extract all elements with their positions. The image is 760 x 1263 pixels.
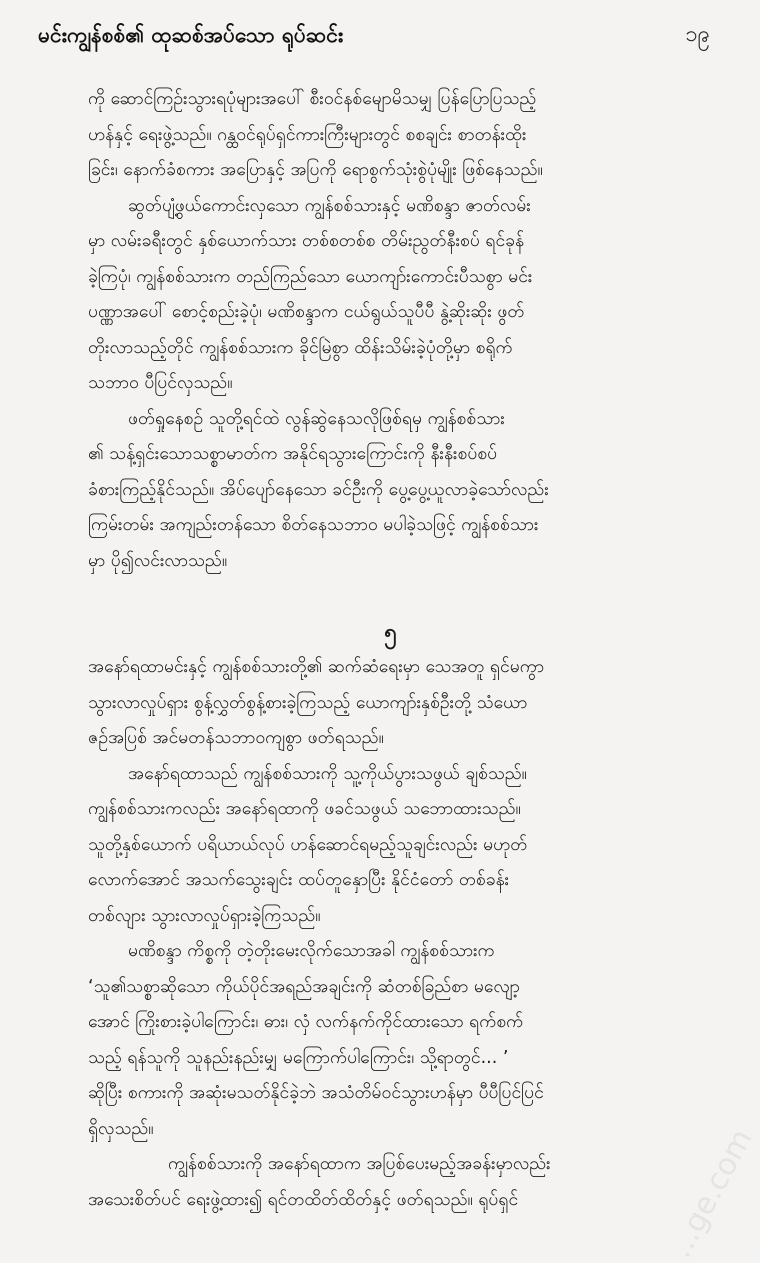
text-line: တစ်လျား သွားလာလှုပ်ရှားခဲ့ကြသည်။ xyxy=(88,905,321,926)
text-line: ပဏ္ဏာအပေါ် စောင့်စည်းခဲ့ပုံ၊ မဏိစန္ဒာက ငယ်ရွယ်သူပီပီ နွဲ့ဆိုးဆိုး ဖွတ် xyxy=(88,302,525,322)
body-text xyxy=(88,82,693,1210)
paragraph xyxy=(88,402,693,580)
text-line: ကြမ်းတမ်း အကျည်းတန်သော စိတ်နေသဘာဝ မပါခဲ့သဖြင့် ကျွန်စစ်သား xyxy=(88,515,539,535)
running-title: မင်းကျွန်စစ်၏ ထုဆစ်အပ်သော ရုပ်ဆင်း xyxy=(38,23,344,47)
text-line: သူတို့နှစ်ယောက် ပရိယာယ်လုပ် ဟန်ဆောင်ရမည့်သူချင်းလည်း မဟုတ် xyxy=(88,834,528,855)
text-line: ဖတ်ရှုနေစဉ် သူတို့ရင်ထဲ လွန်ဆွဲနေသလိုဖြစ်ရမှ ကျွန်စစ်သား xyxy=(128,408,505,429)
paragraph xyxy=(88,650,693,757)
paragraph xyxy=(88,189,693,402)
paragraph xyxy=(88,82,693,189)
paragraph xyxy=(88,934,693,1147)
blank-line xyxy=(88,579,693,615)
text-line: မဏိစန္ဒာ ကိစ္စကို တဲ့တိုးမေးလိုက်သောအခါ ကျွန်စစ်သားက xyxy=(128,941,495,961)
text-line: ဆွတ်ပျံ့ဖွယ်ကောင်းလှသော ကျွန်စစ်သားနှင့် မဏိစန္ဒာ ဇာတ်လမ်း xyxy=(128,195,531,216)
section-number: ၅ xyxy=(384,619,397,645)
text-line: ဆိုပြီး စကားကို အဆုံးမသတ်နိုင်ခဲ့ဘဲ အသံတိမ်ဝင်သွားဟန်မှာ ပီပီပြင်ပြင် xyxy=(88,1083,544,1103)
text-line: သည့် ရန်သူကို သူနည်းနည်းမျှ မကြောက်ပါကြောင်း၊ သို့ရာတွင်... ’ xyxy=(88,1047,509,1068)
text-line: ခံစားကြည့်နိုင်သည်။ အိပ်ပျော်နေသော ခင်ဦးကို ပွေ့ပွေ့ယူလာခဲ့သော်လည်း xyxy=(88,479,549,500)
text-line: ကျွန်စစ်သားကလည်း အနော်ရထာကို ဖခင်သဖွယ် သဘောထားသည်။ xyxy=(88,799,521,819)
text-line: ခြင်း၊ နောက်ခံစကား အပြောနှင့် အပြကို ရောစွက်သုံးစွဲပုံမျိုး ဖြစ်နေသည်။ xyxy=(88,160,543,180)
text-line: တိုးလာသည့်တိုင် ကျွန်စစ်သားက ခိုင်မြဲစွာ ထိန်းသိမ်းခဲ့ပုံတို့မှာ စရိုက် xyxy=(88,337,513,358)
text-line: အောင် ကြိုးစားခဲ့ပါကြောင်း၊ ဓား၊ လှံ လက်နက်ကိုင်ထားသော ရက်စက် xyxy=(88,1012,524,1032)
text-line: အနော်ရထာသည် ကျွန်စစ်သားကို သူ့ကိုယ်ပွားသဖွယ် ချစ်သည်။ xyxy=(128,763,527,784)
text-line: ကို ဆောင်ကြဉ်းသွားရပုံများအပေါ် စီးဝင်နစ်မျောမိသမျှ ပြန်ပြောပြသည့် xyxy=(88,89,537,109)
page-number: ၁၉ xyxy=(685,22,710,47)
text-line: အသေးစိတ်ပင် ရေးဖွဲ့ထား၍ ရင်တထိတ်ထိတ်နှင့် ဖတ်ရသည်။ ရုပ်ရှင် xyxy=(88,1189,519,1210)
text-line: ၏ သန့်ရှင်းသောသစ္စာမာတ်က အနိုင်ရသွားကြောင်းကို နီးနီးစပ်စပ် xyxy=(88,444,498,464)
text-line: အနော်ရထာမင်းနှင့် ကျွန်စစ်သားတို့၏ ဆက်ဆံရေးမှာ သေအတူ ရှင်မကွာ xyxy=(88,657,545,677)
text-line: ဇဉ်အပြစ် အင်မတန်သဘာဝကျစွာ ဖတ်ရသည်။ xyxy=(88,728,384,748)
text-line: မှာ ပို၍လင်းလာသည်။ xyxy=(88,550,228,571)
text-line: မှာ လမ်းခရီးတွင် နှစ်ယောက်သား တစ်စတစ်စ တိမ်းညွတ်နီးစပ် ရင်ခုန် xyxy=(88,231,525,251)
text-line: ရှိလှသည်။ xyxy=(88,1118,154,1139)
text-line: သဘာဝ ပီပြင်လှသည်။ xyxy=(88,373,233,393)
text-line: ‘သူ၏သစ္စာဆိုသော ကိုယ်ပိုင်အရည်အချင်းကို ဆံတစ်ခြည်စာ မလျော့ xyxy=(88,976,520,997)
paragraph xyxy=(88,1147,693,1218)
text-line: ခဲ့ကြပုံ၊ ကျွန်စစ်သားက တည်ကြည်သော ယောကျာ်းကောင်းပီသစွာ မင်း xyxy=(88,266,533,287)
watermark: ...ge.com xyxy=(663,1123,760,1263)
text-line: ကျွန်စစ်သားကို အနော်ရထာက အပြစ်ပေးမည့်အခန်းမှာလည်း xyxy=(168,1154,551,1174)
paragraph xyxy=(88,757,693,935)
text-line: ဟန်နှင့် ရေးဖွဲ့သည်။ ဂန္ထဝင်ရုပ်ရှင်ကားကြီးများတွင် စစချင်း စာတန်းထိုး xyxy=(88,124,527,145)
text-line: လောက်အောင် အသက်သွေးချင်း ထပ်တူနှောပြီး နိုင်ငံတော် တစ်ခန်း xyxy=(88,870,510,890)
text-line: သွားလာလှုပ်ရှား စွန့်လွှတ်စွန့်စားခဲ့ကြသည့် ယောကျာ်းနှစ်ဦးတို့ သံယော xyxy=(88,692,528,713)
